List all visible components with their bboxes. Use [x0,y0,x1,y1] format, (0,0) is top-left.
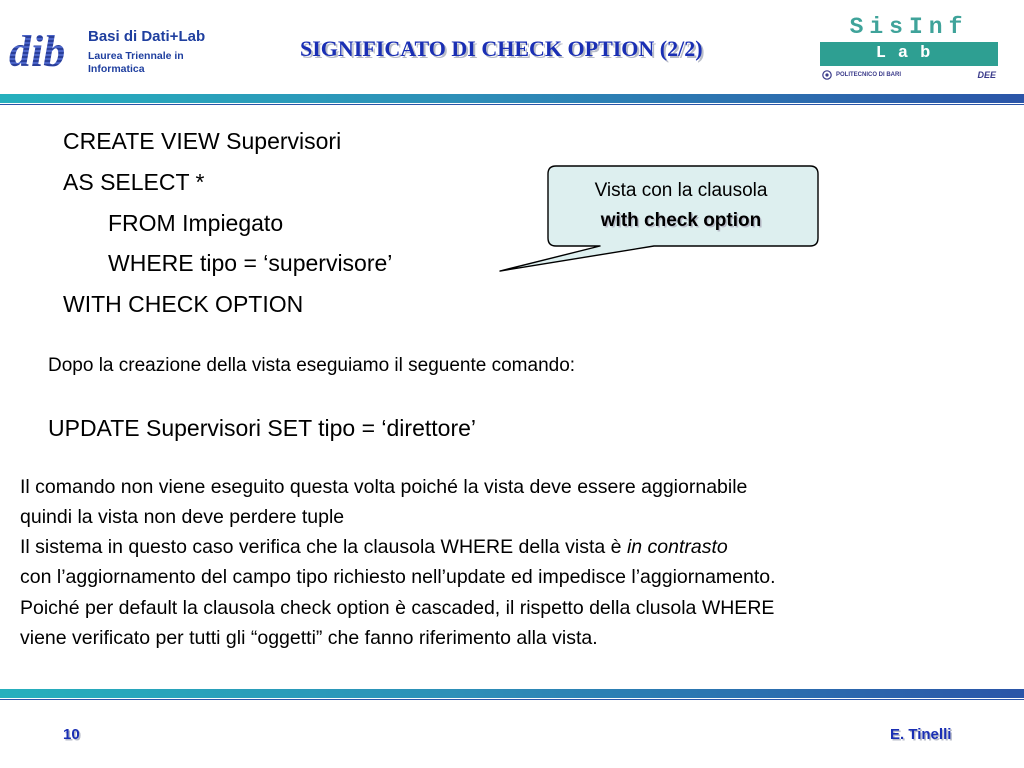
header-divider-line [0,104,1024,105]
explanation-line-1: Il comando non viene eseguito questa volta poiché la vista deve essere aggiornabile [20,476,748,498]
sql-line-create-view: CREATE VIEW Supervisori [63,128,342,154]
dee-label: DEE [977,70,996,80]
explanation-line-3-text: Il sistema in questo caso verifica che la clausola WHERE della vista è [20,536,627,558]
footer-divider-line [0,699,1024,700]
brand-title: Basi di Dati+Lab [88,28,206,45]
callout-emphasis: with check option [600,210,762,231]
callout-text: Vista con la clausola [594,180,768,201]
author: E. Tinelli [890,726,952,743]
intro-text: Dopo la creazione della vista eseguiamo il seguente comando: [48,355,576,376]
explanation-line-3 [20,536,728,559]
sisinf-wordmark: SisInf [849,14,969,40]
sql-line-with-check-option: WITH CHECK OPTION [63,291,304,317]
explanation-line-5: Poiché per default la clausola check option è cascaded, il rispetto della clusola WHERE [20,597,775,619]
poliba-seal-icon [822,70,832,80]
sql-line-as-select: AS SELECT * [63,169,205,195]
page-number: 10 [63,726,80,743]
explanation-emphasis: in contrasto [626,536,728,558]
explanation-line-6: viene verificato per tutti gli “oggetti” che fanno riferimento alla vista. [20,627,598,649]
sql-line-from: FROM Impiegato [108,210,284,236]
svg-text:dib: dib [9,28,66,72]
sql-line-where: WHERE tipo = ‘supervisore’ [108,250,393,276]
brand-subtitle: Laurea Triennale in Informatica [88,50,184,75]
update-command: UPDATE Supervisori SET tipo = ‘direttore’ [48,415,477,441]
poliba-label: POLITECNICO DI BARI [836,72,902,78]
explanation-line-2: quindi la vista non deve perdere tuple [20,506,345,528]
sisinf-lab-band: Lab [820,42,998,66]
footer-divider-bar [0,689,1024,698]
sisinf-footer [820,70,998,82]
dib-logo [8,28,80,72]
sisinf-lab-logo [820,14,998,84]
explanation-line-4: con l’aggiornamento del campo tipo richiesto nell’update ed impedisce l’aggiornamento. [20,566,776,588]
slide-title: SIGNIFICATO DI CHECK OPTION (2/2) [300,36,703,61]
header-divider-bar [0,94,1024,103]
